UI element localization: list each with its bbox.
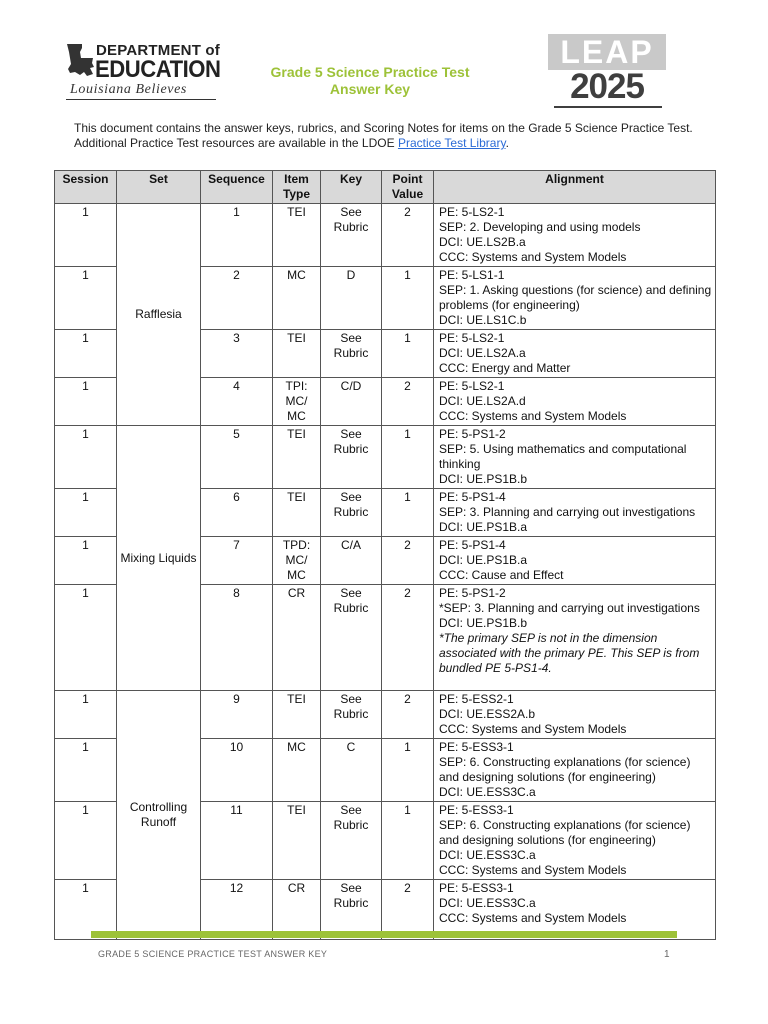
alignment-line: SEP: 2. Developing and using models bbox=[439, 220, 641, 234]
alignment-note: *The primary SEP is not in the dimension associated with the primary PE. This SEP is from bundled PE 5-PS1-4. bbox=[439, 631, 700, 675]
cell-sequence: 12 bbox=[201, 880, 273, 940]
alignment-line: PE: 5-PS1-2 bbox=[439, 427, 506, 441]
cell-points: 2 bbox=[382, 691, 434, 739]
alignment-line: DCI: UE.PS1B.b bbox=[439, 472, 528, 486]
alignment-line: SEP: 5. Using mathematics and computational thinking bbox=[439, 442, 687, 471]
cell-item-type: CR bbox=[273, 585, 321, 691]
cell-points: 1 bbox=[382, 739, 434, 802]
cell-sequence: 2 bbox=[201, 267, 273, 330]
alignment-line: PE: 5-LS2-1 bbox=[439, 205, 505, 219]
cell-item-type: TEI bbox=[273, 426, 321, 489]
cell-sequence: 4 bbox=[201, 378, 273, 426]
cell-key: C/A bbox=[321, 537, 382, 585]
alignment-line: DCI: UE.LS1C.b bbox=[439, 313, 527, 327]
cell-item-type: TPI: MC/ MC bbox=[273, 378, 321, 426]
cell-points: 1 bbox=[382, 802, 434, 880]
cell-session: 1 bbox=[55, 267, 117, 330]
cell-key: C bbox=[321, 739, 382, 802]
logo-dept-text: DEPARTMENT of bbox=[96, 42, 220, 59]
cell-key: See Rubric bbox=[321, 585, 382, 691]
title-line-1: Grade 5 Science Practice Test bbox=[270, 64, 470, 80]
cell-sequence: 8 bbox=[201, 585, 273, 691]
cell-key: D bbox=[321, 267, 382, 330]
cell-sequence: 3 bbox=[201, 330, 273, 378]
intro-paragraph bbox=[74, 121, 694, 151]
cell-session: 1 bbox=[55, 802, 117, 880]
cell-session: 1 bbox=[55, 585, 117, 691]
alignment-line: PE: 5-PS1-4 bbox=[439, 490, 506, 504]
alignment-line: CCC: Systems and System Models bbox=[439, 409, 627, 423]
alignment-line: DCI: UE.ESS2A.b bbox=[439, 707, 536, 721]
footer-title: GRADE 5 SCIENCE PRACTICE TEST ANSWER KEY bbox=[98, 949, 328, 959]
alignment-line: DCI: UE.LS2A.d bbox=[439, 394, 526, 408]
ldoe-logo bbox=[66, 40, 226, 104]
louisiana-state-icon bbox=[66, 42, 94, 78]
alignment-line: *SEP: 3. Planning and carrying out investigations bbox=[439, 601, 700, 615]
header-alignment: Alignment bbox=[434, 171, 716, 204]
cell-key: See Rubric bbox=[321, 330, 382, 378]
alignment-line: PE: 5-ESS2-1 bbox=[439, 692, 514, 706]
alignment-line: PE: 5-LS2-1 bbox=[439, 331, 505, 345]
page-number: 1 bbox=[664, 949, 670, 960]
cell-points: 2 bbox=[382, 204, 434, 267]
alignment-line: CCC: Systems and System Models bbox=[439, 250, 627, 264]
cell-points: 1 bbox=[382, 489, 434, 537]
cell-alignment bbox=[434, 537, 716, 585]
practice-test-library-link[interactable]: Practice Test Library bbox=[397, 136, 506, 150]
cell-key: See Rubric bbox=[321, 489, 382, 537]
cell-session: 1 bbox=[55, 426, 117, 489]
cell-item-type: TEI bbox=[273, 489, 321, 537]
cell-alignment bbox=[434, 378, 716, 426]
alignment-line: PE: 5-PS1-4 bbox=[439, 538, 506, 552]
cell-alignment bbox=[434, 489, 716, 537]
set-rafflesia: Rafflesia bbox=[117, 204, 201, 426]
cell-session: 1 bbox=[55, 537, 117, 585]
cell-session: 1 bbox=[55, 204, 117, 267]
cell-alignment bbox=[434, 802, 716, 880]
alignment-line: PE: 5-PS1-2 bbox=[439, 586, 506, 600]
leap-logo-year: 2025 bbox=[570, 67, 644, 106]
logo-rule bbox=[66, 99, 216, 100]
cell-points: 2 bbox=[382, 880, 434, 940]
footer-accent-bar bbox=[91, 931, 677, 938]
alignment-line: SEP: 6. Constructing explanations (for science) and designing solutions (for engineering) bbox=[439, 818, 691, 847]
set-mixing-liquids: Mixing Liquids bbox=[117, 426, 201, 691]
alignment-line: DCI: UE.LS2B.a bbox=[439, 235, 526, 249]
cell-item-type: TPD: MC/ MC bbox=[273, 537, 321, 585]
cell-item-type: TEI bbox=[273, 691, 321, 739]
cell-key: See Rubric bbox=[321, 204, 382, 267]
header-set: Set bbox=[117, 171, 201, 204]
alignment-line: SEP: 3. Planning and carrying out investigations bbox=[439, 505, 696, 519]
leap-2025-logo bbox=[548, 34, 670, 110]
logo-tagline: Louisiana Believes bbox=[70, 82, 187, 97]
header-item-type: Item Type bbox=[273, 171, 321, 204]
cell-key: C/D bbox=[321, 378, 382, 426]
cell-key: See Rubric bbox=[321, 880, 382, 940]
cell-sequence: 1 bbox=[201, 204, 273, 267]
alignment-line: DCI: UE.PS1B.a bbox=[439, 553, 528, 567]
document-title bbox=[250, 64, 490, 98]
cell-sequence: 10 bbox=[201, 739, 273, 802]
header-key: Key bbox=[321, 171, 382, 204]
leap-logo-underline bbox=[554, 106, 662, 108]
cell-sequence: 5 bbox=[201, 426, 273, 489]
alignment-line: PE: 5-ESS3-1 bbox=[439, 740, 514, 754]
table-row bbox=[55, 691, 716, 739]
cell-alignment bbox=[434, 739, 716, 802]
alignment-line: DCI: UE.ESS3C.a bbox=[439, 848, 536, 862]
cell-session: 1 bbox=[55, 880, 117, 940]
alignment-line: PE: 5-LS1-1 bbox=[439, 268, 505, 282]
cell-session: 1 bbox=[55, 739, 117, 802]
cell-points: 2 bbox=[382, 585, 434, 691]
cell-key: See Rubric bbox=[321, 691, 382, 739]
cell-item-type: MC bbox=[273, 267, 321, 330]
cell-session: 1 bbox=[55, 691, 117, 739]
cell-sequence: 6 bbox=[201, 489, 273, 537]
alignment-line: SEP: 6. Constructing explanations (for science) and designing solutions (for engineering) bbox=[439, 755, 691, 784]
cell-sequence: 11 bbox=[201, 802, 273, 880]
cell-session: 1 bbox=[55, 489, 117, 537]
set-controlling-runoff: Controlling Runoff bbox=[117, 691, 201, 940]
table-row bbox=[55, 426, 716, 489]
cell-points: 1 bbox=[382, 330, 434, 378]
cell-alignment bbox=[434, 330, 716, 378]
intro-end: . bbox=[505, 136, 509, 150]
header-sequence: Sequence bbox=[201, 171, 273, 204]
leap-logo-top: LEAP bbox=[548, 34, 666, 70]
alignment-line: DCI: UE.ESS3C.a bbox=[439, 785, 536, 799]
cell-alignment bbox=[434, 691, 716, 739]
cell-points: 2 bbox=[382, 378, 434, 426]
alignment-line: CCC: Cause and Effect bbox=[439, 568, 564, 582]
alignment-line: CCC: Energy and Matter bbox=[439, 361, 571, 375]
title-line-2: Answer Key bbox=[329, 81, 411, 97]
alignment-line: CCC: Systems and System Models bbox=[439, 722, 627, 736]
intro-text: This document contains the answer keys, rubrics, and Scoring Notes for items on the Grade 5 Science Practice Test. Additional Practice Test resources are available in the LDOE bbox=[74, 121, 693, 150]
alignment-line: DCI: UE.PS1B.b bbox=[439, 616, 528, 630]
cell-alignment bbox=[434, 426, 716, 489]
cell-points: 1 bbox=[382, 267, 434, 330]
logo-education-text: EDUCATION bbox=[95, 56, 221, 83]
cell-session: 1 bbox=[55, 330, 117, 378]
alignment-line: PE: 5-LS2-1 bbox=[439, 379, 505, 393]
alignment-line: DCI: UE.PS1B.a bbox=[439, 520, 528, 534]
cell-alignment bbox=[434, 267, 716, 330]
cell-item-type: CR bbox=[273, 880, 321, 940]
cell-sequence: 7 bbox=[201, 537, 273, 585]
cell-item-type: TEI bbox=[273, 802, 321, 880]
alignment-line: DCI: UE.ESS3C.a bbox=[439, 896, 536, 910]
cell-item-type: TEI bbox=[273, 204, 321, 267]
answer-key-table bbox=[54, 170, 716, 940]
cell-sequence: 9 bbox=[201, 691, 273, 739]
header-point-value: Point Value bbox=[382, 171, 434, 204]
alignment-line: PE: 5-ESS3-1 bbox=[439, 881, 514, 895]
table-row bbox=[55, 204, 716, 267]
alignment-line: DCI: UE.LS2A.a bbox=[439, 346, 526, 360]
table-header-row bbox=[55, 171, 716, 204]
cell-points: 2 bbox=[382, 537, 434, 585]
cell-key: See Rubric bbox=[321, 426, 382, 489]
cell-session: 1 bbox=[55, 378, 117, 426]
page-header bbox=[0, 0, 768, 115]
cell-alignment bbox=[434, 585, 716, 691]
alignment-line: CCC: Systems and System Models bbox=[439, 911, 627, 925]
cell-item-type: MC bbox=[273, 739, 321, 802]
alignment-line: SEP: 1. Asking questions (for science) and defining problems (for engineering) bbox=[439, 283, 712, 312]
header-session: Session bbox=[55, 171, 117, 204]
cell-key: See Rubric bbox=[321, 802, 382, 880]
cell-alignment bbox=[434, 204, 716, 267]
cell-points: 1 bbox=[382, 426, 434, 489]
cell-item-type: TEI bbox=[273, 330, 321, 378]
alignment-line: PE: 5-ESS3-1 bbox=[439, 803, 514, 817]
alignment-line: CCC: Systems and System Models bbox=[439, 863, 627, 877]
